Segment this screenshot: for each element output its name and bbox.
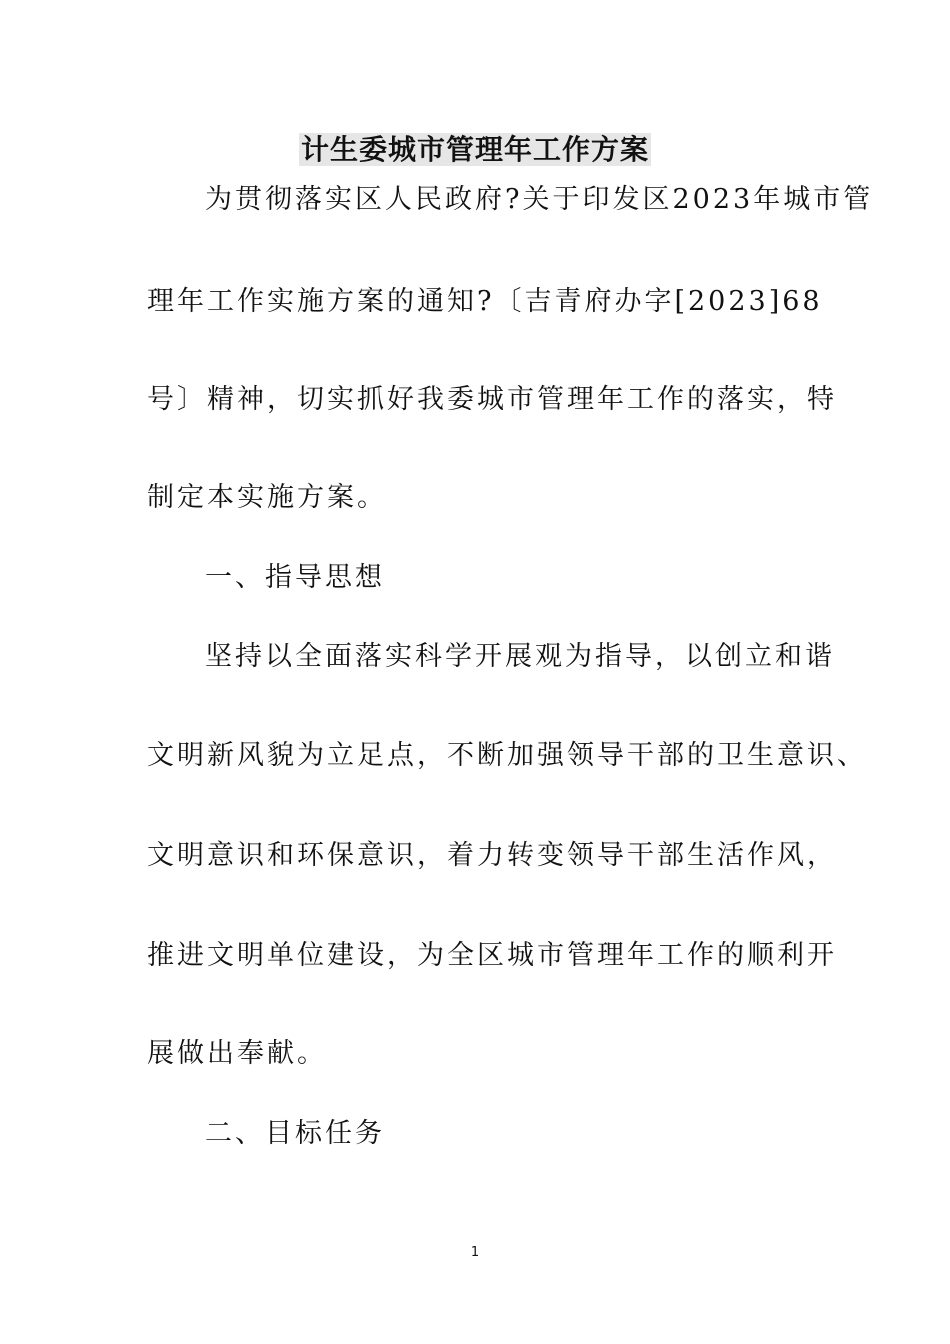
paragraph-line: 制定本实施方案。	[147, 482, 387, 513]
document-title-text: 计生委城市管理年工作方案	[300, 133, 649, 166]
paragraph-line: 理年工作实施方案的通知?〔吉青府办字[2023]68	[147, 286, 823, 317]
section-heading: 一、指导思想	[205, 562, 385, 593]
paragraph-line: 坚持以全面落实科学开展观为指导，以创立和谐	[205, 641, 835, 672]
paragraph-line: 推进文明单位建设，为全区城市管理年工作的顺利开	[147, 940, 837, 971]
paragraph-line: 展做出奉献。	[147, 1038, 327, 1069]
section-heading: 二、目标任务	[205, 1118, 385, 1149]
paragraph-line: 文明新风貌为立足点，不断加强领导干部的卫生意识、	[147, 740, 867, 771]
paragraph-line: 文明意识和环保意识，着力转变领导干部生活作风，	[147, 840, 837, 871]
document-title	[0, 128, 950, 172]
paragraph-line: 为贯彻落实区人民政府?关于印发区2023年城市管	[205, 184, 874, 215]
page-number: 1	[470, 1245, 480, 1260]
paragraph-line: 号〕精神，切实抓好我委城市管理年工作的落实，特	[147, 384, 837, 415]
